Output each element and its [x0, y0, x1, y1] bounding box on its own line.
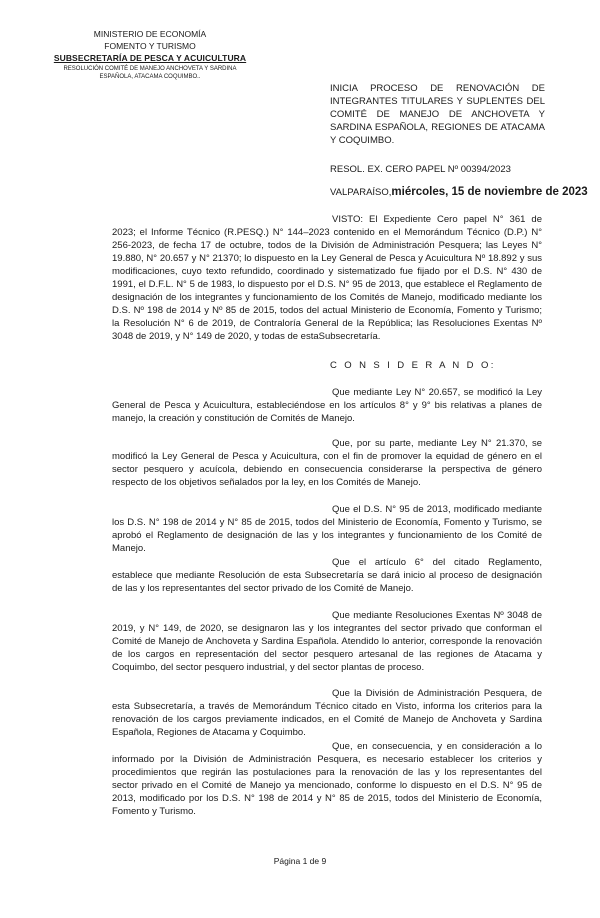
considerando-paragraph-4-block	[112, 556, 542, 595]
date-text: miércoles, 15 de noviembre de 2023	[391, 186, 588, 198]
considerando-paragraph-5-block	[112, 609, 542, 674]
letterhead	[50, 28, 250, 81]
resolution-title: INICIA PROCESO DE RENOVACIÓN DE INTEGRANTES TITULARES Y SUPLENTES DEL COMITÉ DE MANEJO DE ANCHOVETA Y SARDINA ESPAÑOLA, REGIONES DE ATACAMA Y COQUIMBO.	[330, 83, 545, 146]
resolucion-subject-line: RESOLUCIÓN COMITÉ DE MANEJO ANCHOVETA Y SARDINA ESPAÑOLA, ATACAMA COQUIMBO..	[63, 66, 237, 80]
resolution-date	[330, 186, 588, 198]
resolution-number: RESOL. EX. CERO PAPEL Nº 00394/2023	[330, 164, 511, 175]
considerando-paragraph-6-block	[112, 687, 542, 739]
considerando-paragraph-7-block	[112, 740, 542, 818]
considerando-paragraph: Que el D.S. N° 95 de 2013, modificado mediante los D.S. N° 198 de 2014 y N° 85 de 2015, todos del Ministerio de Economía, Fomento y Turismo, se aprobó el Reglamento de designación de las y los integrantes y funcionamiento de los Comité de Manejo.	[112, 504, 542, 554]
considerando-paragraph: Que la División de Administración Pesquera, de esta Subsecretaría, a través de Memorándum Técnico citado en Visto, informa los criterios para la renovación de los cargos previamente indicados, en el Comité de Manejo de Anchoveta y Sardina Española, Regiones de Atacama y Coquimbo.	[112, 688, 542, 738]
ministry-name: MINISTERIO DE ECONOMÍA	[93, 29, 207, 39]
considerando-heading: C O N S I D E R A N D O:	[330, 360, 496, 371]
considerando-paragraph: Que mediante Resoluciones Exentas Nº 3048 de 2019, y N° 149, de 2020, se designaron las y los integrantes del sector privado que conforman el Comité de Manejo de Anchoveta y Sardina Española. Atendido lo anterior, corresponde la renovación de los cargos en representación del sector pesquero artesanal de las regiones de Atacama y Coquimbo, del sector pesquero industrial, y del sector plantas de proceso.	[112, 610, 542, 673]
considerando-paragraph-1-block	[112, 386, 542, 425]
page-number: Página 1 de 9	[273, 856, 327, 866]
visto-paragraph: VISTO: El Expediente Cero papel N° 361 de 2023; el Informe Técnico (R.PESQ.) N° 144–2023 contenido en el Memorándum Técnico (D.P.) N° 256-2023, de fecha 17 de octubre, todos de la División de Administración Pesquera; las Leyes N° 19.880, N° 20.657 y N° 21370; lo dispuesto en la Ley General de Pesca y Acuicultura Nº 18.892 y sus modificaciones, cuyo texto refundido, coordinado y sistematizado fue fijado por el D.S. N° 430 de 1991, el D.F.L. N° 5 de 1983, lo dispuesto por el D.S. N° 95 de 2013, que establece el Reglamento de designación de los integrantes y funcionamiento de los Comités de Manejo, modificado mediante los D.S. Nº 198 de 2014 y Nº 85 de 2015, todos del actual Ministerio de Economía, Fomento y Turismo; la Resolución N° 6 de 2019, de Contraloría General de la República; las Resoluciones Exentas Nº 3048 de 2019, y N° 149 de 2020, y todas de estaSubsecretaría.	[112, 214, 542, 342]
considerando-paragraph-2-block	[112, 437, 542, 489]
visto-section	[112, 213, 542, 343]
ministry-name-2: FOMENTO Y TURISMO	[104, 41, 196, 51]
considerando-paragraph: Que, en consecuencia, y en consideración a lo informado por la División de Administración Pesquera, es necesario establecer los criterios y procedimientos que regirán las postulaciones para la renovación de las y los representantes del sector privado en el Comité de Manejo ya mencionado, conforme lo dispuesto en el D.S. N° 95 de 2013, modificado por los D.S. N° 198 de 2014 y N° 85 de 2015, todos del Ministerio de Economía, Fomento y Turismo.	[112, 741, 542, 817]
date-city: VALPARAÍSO,	[330, 187, 392, 198]
subsecretaria-name: SUBSECRETARÍA DE PESCA Y ACUICULTURA	[53, 53, 247, 63]
considerando-paragraph: Que mediante Ley N° 20.657, se modificó la Ley General de Pesca y Acuicultura, estableciéndose en los artículos 8° y 9° bis relativas a planes de manejo, la creación y constitución de Comités de Manejo.	[112, 387, 542, 424]
considerando-paragraph-3-block	[112, 503, 542, 555]
considerando-paragraph: Que, por su parte, mediante Ley N° 21.370, se modificó la Ley General de Pesca y Acuicultura, con el fin de promover la equidad de género en el sector pesquero y acuícola, debiendo en consecuencia considerarse la perspectiva de género respecto de los objetivos señalados por la ley, en los Comités de Manejo.	[112, 438, 542, 488]
considerando-paragraph: Que el artículo 6° del citado Reglamento, establece que mediante Resolución de esta Subsecretaría se dará inicio al proceso de designación de las y los representantes del sector privado de los Comité de Manejo.	[112, 557, 542, 594]
